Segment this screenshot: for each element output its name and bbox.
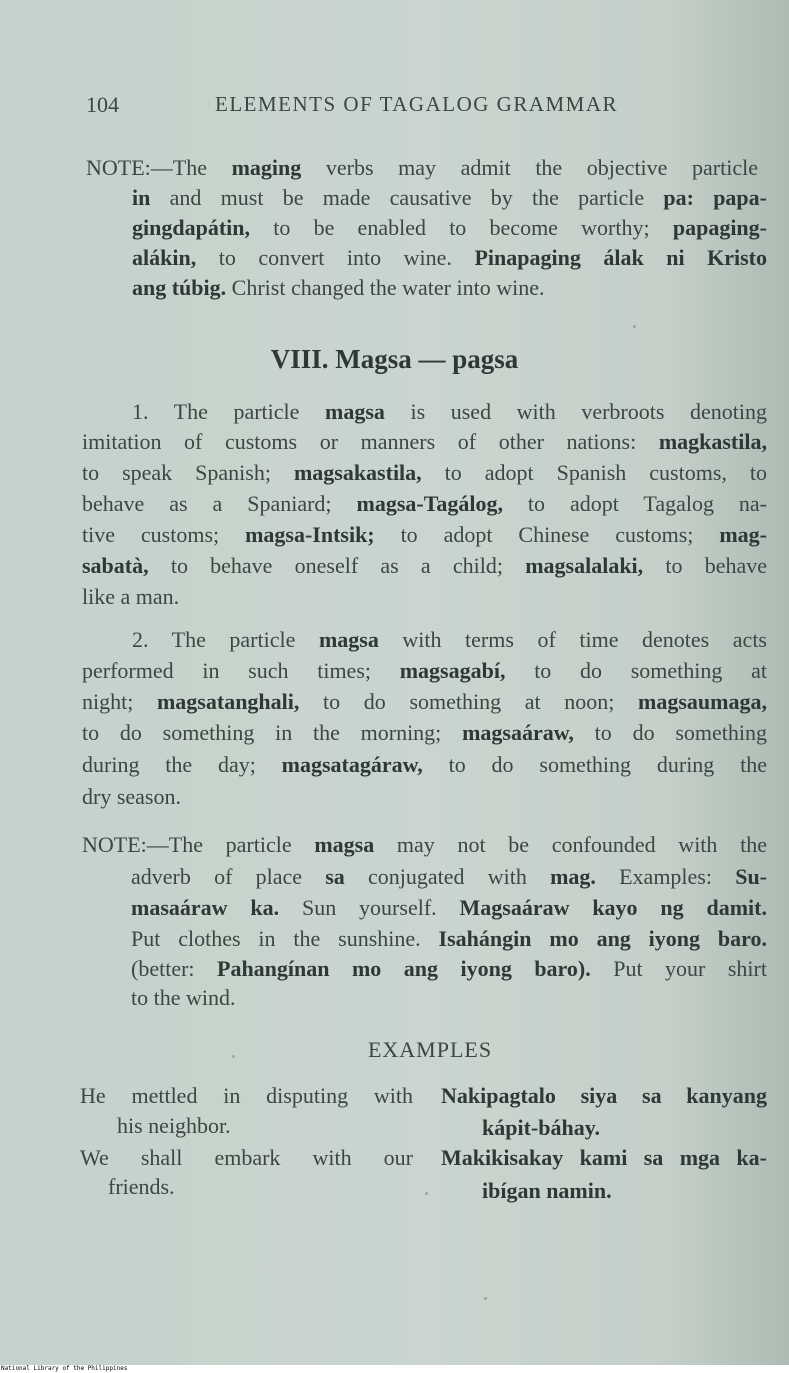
examples-heading: EXAMPLES xyxy=(367,1037,493,1062)
text-line: 2. The particle magsa with terms of time denotes acts xyxy=(132,627,767,652)
text-line: imitation of customs or manners of other nations: magkastila, xyxy=(82,429,767,454)
text-line: adverb of place sa conjugated with mag. Examples: Su- xyxy=(131,864,767,889)
text-line: NOTE:—The maging verbs may admit the objective particle xyxy=(86,155,758,180)
example-english: his neighbor. xyxy=(117,1113,231,1138)
example-english: He mettled in disputing with xyxy=(80,1083,413,1108)
text-line: sabatà, to behave oneself as a child; magsalalaki, to behave xyxy=(82,553,767,578)
text-line: to the wind. xyxy=(131,985,236,1010)
text-line: ang túbig. Christ changed the water into wine. xyxy=(132,275,545,300)
example-tagalog: Nakipagtalo siya sa kanyang xyxy=(441,1083,767,1108)
example-tagalog: kápit-báhay. xyxy=(482,1115,600,1140)
text-line: during the day; magsatagáraw, to do something during the xyxy=(82,752,767,777)
example-tagalog: Makikisakay kami sa mga ka- xyxy=(441,1145,767,1170)
text-line: in and must be made causative by the particle pa: papa- xyxy=(132,185,767,210)
text-line: night; magsatanghali, to do something at noon; magsaumaga, xyxy=(82,689,767,714)
text-line: tive customs; magsa-Intsik; to adopt Chinese customs; mag- xyxy=(82,522,767,547)
page-number: 104 xyxy=(86,92,119,117)
scan-credit: National Library of the Philippines xyxy=(1,1365,128,1372)
text-line: NOTE:—The particle magsa may not be confounded with the xyxy=(82,832,767,857)
example-english: friends. xyxy=(108,1174,175,1199)
running-title: ELEMENTS OF TAGALOG GRAMMAR xyxy=(215,92,619,116)
text-line: (better: Pahangínan mo ang iyong baro). Put your shirt xyxy=(131,956,767,981)
paper-speck xyxy=(484,1297,487,1300)
text-line: to speak Spanish; magsakastila, to adopt Spanish customs, to xyxy=(82,460,767,485)
text-line: like a man. xyxy=(82,584,180,609)
text-line: to do something in the morning; magsaáraw, to do something xyxy=(82,720,767,745)
paper-speck xyxy=(232,1055,235,1058)
example-tagalog: ibígan namin. xyxy=(482,1178,612,1203)
paper-speck xyxy=(633,325,636,328)
example-english: We shall embark with our xyxy=(80,1145,413,1170)
text-line: performed in such times; magsagabí, to do something at xyxy=(82,658,767,683)
section-heading: VIII. Magsa — pagsa xyxy=(270,344,519,374)
text-line: gingdapátin, to be enabled to become worthy; papaging- xyxy=(132,215,767,240)
paper-speck xyxy=(425,1192,428,1195)
text-line: masaáraw ka. Sun yourself. Magsaáraw kayo ng damit. xyxy=(131,895,767,920)
text-line: behave as a Spaniard; magsa-Tagálog, to adopt Tagalog na- xyxy=(82,491,767,516)
text-line: Put clothes in the sunshine. Isahángin mo ang iyong baro. xyxy=(131,926,768,951)
text-line: 1. The particle magsa is used with verbroots denoting xyxy=(132,399,767,424)
text-line: alákin, to convert into wine. Pinapaging álak ni Kristo xyxy=(132,245,767,270)
text-line: dry season. xyxy=(82,784,181,809)
